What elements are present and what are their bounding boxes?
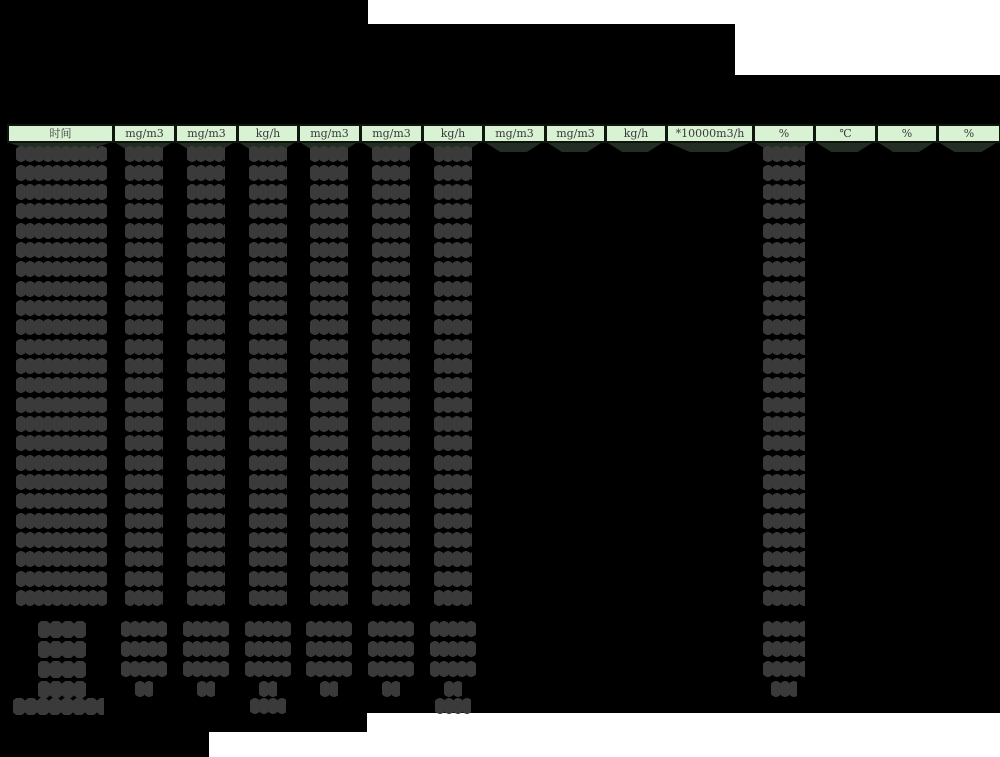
redacted-cell [434,319,472,335]
redacted-time-cell [16,493,107,509]
redacted-cell [125,532,163,548]
redacted-cell [310,493,348,509]
redacted-cell [125,165,163,181]
redacted-cell [763,513,805,529]
redacted-cell [183,661,229,677]
redacted-cell [372,146,410,162]
redacted-cell [187,377,225,393]
redacted-cell [763,146,805,162]
redacted-cell [187,319,225,335]
redaction-block [0,24,735,75]
redacted-cell [310,513,348,529]
redacted-cell [372,339,410,355]
redacted-cell [135,681,153,697]
redacted-cell [372,261,410,277]
redacted-cell [125,474,163,490]
redacted-cell [434,165,472,181]
redacted-cell [310,223,348,239]
redacted-cell [372,435,410,451]
header-cell-0: 时间 [9,126,112,141]
redacted-cell [245,641,291,657]
redacted-cell [763,571,805,587]
redacted-cell [187,203,225,219]
redacted-cell [125,203,163,219]
redacted-cell [249,281,287,297]
redacted-cell [372,571,410,587]
redacted-cell [187,281,225,297]
redacted-cell [763,339,805,355]
redacted-cell [310,397,348,413]
redacted-cell [249,165,287,181]
redacted-cell [187,513,225,529]
redacted-cell [125,261,163,277]
redacted-cell [434,377,472,393]
redacted-cell [434,397,472,413]
redacted-cell [187,300,225,316]
redacted-time-cell [16,435,107,451]
redacted-cell [368,621,414,637]
redacted-time-cell [16,261,107,277]
redacted-cell [434,203,472,219]
redacted-cell [310,358,348,374]
redacted-cell [310,203,348,219]
redacted-cell [249,416,287,432]
redacted-cell [187,165,225,181]
redacted-cell [249,242,287,258]
redacted-cell [125,281,163,297]
redacted-cell [125,184,163,200]
redacted-cell [187,590,225,606]
redacted-cell [125,146,163,162]
redacted-cell [434,435,472,451]
redacted-cell [372,377,410,393]
redacted-cell [125,397,163,413]
redacted-cell [183,621,229,637]
redacted-cell [187,435,225,451]
redacted-cell [434,223,472,239]
redacted-cell [121,641,167,657]
redacted-cell [249,319,287,335]
redacted-cell [434,590,472,606]
redacted-cell [763,261,805,277]
redacted-cell [763,300,805,316]
redacted-cell [310,455,348,471]
redacted-cell [249,513,287,529]
redacted-cell [310,146,348,162]
redacted-cell [249,571,287,587]
redacted-time-cell [16,590,107,606]
redacted-cell [249,358,287,374]
redacted-cell [183,641,229,657]
redacted-cell [763,203,805,219]
header-cell-2: mg/m3 [177,126,236,141]
redacted-time-cell [16,203,107,219]
redacted-cell [372,513,410,529]
redacted-cell [763,319,805,335]
redacted-cell [310,416,348,432]
redacted-cell [125,358,163,374]
redacted-cell [763,165,805,181]
redacted-cell [187,261,225,277]
redacted-cell [372,203,410,219]
redacted-cell [187,358,225,374]
redaction-block [0,713,367,732]
redacted-cell [430,641,476,657]
redacted-cell [372,397,410,413]
redacted-cell [763,661,805,677]
redacted-cell [434,146,472,162]
redacted-cell [368,661,414,677]
redacted-cell [310,242,348,258]
redacted-cell [434,571,472,587]
redacted-cell [763,532,805,548]
header-cell-14: % [939,126,999,141]
redacted-cell [245,621,291,637]
redacted-cell [245,661,291,677]
redacted-cell [763,551,805,567]
redacted-cell [187,223,225,239]
redacted-cell [125,300,163,316]
redacted-cell [372,165,410,181]
redacted-cell [771,681,797,697]
redacted-time-cell [16,455,107,471]
redaction-block [0,0,368,24]
redacted-cell [187,551,225,567]
redacted-cell [310,590,348,606]
redacted-cell [249,184,287,200]
redacted-time-cell [16,319,107,335]
header-cell-8: mg/m3 [547,126,604,141]
redacted-time-cell [16,358,107,374]
redacted-cell [125,590,163,606]
redacted-cell [372,474,410,490]
redacted-cell [434,416,472,432]
redacted-label [38,621,86,638]
redacted-cell [249,397,287,413]
redacted-cell [434,358,472,374]
redacted-cell [430,661,476,677]
redacted-label [38,641,86,658]
redacted-cell [125,319,163,335]
header-cell-6: kg/h [424,126,482,141]
redacted-cell [249,339,287,355]
header-cell-9: kg/h [607,126,665,141]
redacted-cell [306,661,352,677]
redacted-cell [372,416,410,432]
redacted-cell [249,223,287,239]
redacted-label [13,698,104,715]
redacted-cell [434,281,472,297]
redacted-time-cell [16,377,107,393]
redacted-time-cell [16,416,107,432]
header-cell-5: mg/m3 [362,126,421,141]
redacted-time-cell [16,184,107,200]
redacted-cell [249,435,287,451]
redacted-cell [249,474,287,490]
redacted-cell [125,513,163,529]
redacted-time-cell [16,397,107,413]
header-cell-3: kg/h [239,126,297,141]
redacted-cell [763,621,805,637]
redacted-cell [434,300,472,316]
redacted-cell [187,184,225,200]
redacted-cell [121,621,167,637]
redacted-cell [372,242,410,258]
redacted-cell [372,455,410,471]
redacted-cell [763,455,805,471]
redacted-cell [435,698,471,714]
redacted-cell [249,532,287,548]
redacted-cell [434,532,472,548]
redacted-cell [187,474,225,490]
redacted-cell [310,474,348,490]
redacted-time-cell [16,513,107,529]
redacted-cell [763,590,805,606]
redacted-cell [310,551,348,567]
redacted-cell [763,641,805,657]
redacted-time-cell [16,165,107,181]
redacted-time-cell [16,532,107,548]
redacted-cell [434,474,472,490]
redacted-cell [121,661,167,677]
redacted-cell [372,281,410,297]
redacted-cell [434,242,472,258]
header-cell-4: mg/m3 [300,126,359,141]
redacted-time-cell [16,551,107,567]
redacted-cell [125,493,163,509]
redacted-cell [763,242,805,258]
redacted-cell [310,532,348,548]
redacted-cell [763,223,805,239]
redacted-cell [187,397,225,413]
redacted-label [38,661,86,678]
redacted-cell [434,261,472,277]
redacted-cell [763,416,805,432]
redacted-cell [368,641,414,657]
redacted-cell [187,416,225,432]
redacted-cell [763,377,805,393]
redacted-cell [763,397,805,413]
redacted-cell [310,184,348,200]
redacted-time-cell [16,339,107,355]
redacted-time-cell [16,223,107,239]
redaction-block [0,732,209,757]
redacted-cell [187,532,225,548]
redacted-cell [372,300,410,316]
redacted-cell [310,300,348,316]
redacted-cell [310,339,348,355]
redacted-cell [125,551,163,567]
redacted-cell [320,681,338,697]
header-cell-13: % [878,126,936,141]
redacted-cell [197,681,215,697]
redacted-cell [306,621,352,637]
redacted-cell [434,493,472,509]
redacted-time-cell [16,281,107,297]
redacted-cell [430,621,476,637]
header-cell-1: mg/m3 [115,126,174,141]
redacted-cell [125,571,163,587]
redacted-cell [372,223,410,239]
redacted-cell [125,435,163,451]
redacted-cell [249,377,287,393]
redacted-cell [249,551,287,567]
redacted-cell [434,551,472,567]
redacted-cell [187,146,225,162]
header-cell-7: mg/m3 [485,126,544,141]
redacted-time-cell [16,571,107,587]
redacted-cell [249,261,287,277]
redacted-cell [310,319,348,335]
redacted-cell [372,590,410,606]
redacted-cell [125,242,163,258]
redacted-cell [249,146,287,162]
redacted-cell [249,590,287,606]
redacted-cell [763,435,805,451]
redacted-cell [763,184,805,200]
redacted-cell [125,455,163,471]
redacted-label [38,681,86,698]
redacted-time-cell [16,474,107,490]
redacted-cell [187,455,225,471]
redacted-cell [372,358,410,374]
redacted-cell [306,641,352,657]
redacted-cell [372,532,410,548]
redacted-cell [763,358,805,374]
redacted-cell [434,513,472,529]
header-cell-11: % [755,126,813,141]
redacted-cell [187,242,225,258]
redacted-cell [187,493,225,509]
redacted-cell [125,223,163,239]
redacted-cell [763,281,805,297]
redacted-cell [310,261,348,277]
redacted-cell [249,493,287,509]
redacted-cell [434,339,472,355]
redacted-cell [187,339,225,355]
redacted-cell [763,493,805,509]
redacted-cell [125,339,163,355]
redacted-cell [125,416,163,432]
redacted-cell [372,493,410,509]
redacted-cell [249,203,287,219]
redacted-cell [249,300,287,316]
redacted-cell [310,435,348,451]
redacted-cell [763,474,805,490]
redacted-cell [259,681,277,697]
redacted-time-cell [16,242,107,258]
redacted-cell [310,281,348,297]
redacted-time-cell [16,146,107,162]
redacted-time-cell [16,300,107,316]
redacted-cell [187,571,225,587]
redacted-cell [310,571,348,587]
redacted-cell [372,184,410,200]
redacted-cell [372,551,410,567]
redacted-cell [310,377,348,393]
redacted-cell [249,455,287,471]
header-cell-12: ℃ [816,126,875,141]
redacted-cell [434,455,472,471]
redacted-cell [434,184,472,200]
redacted-cell [372,319,410,335]
redacted-cell [382,681,400,697]
redacted-cell [310,165,348,181]
redacted-cell [125,377,163,393]
redacted-cell [444,681,462,697]
redacted-cell [250,698,286,714]
header-cell-10: *10000m3/h [668,126,752,141]
